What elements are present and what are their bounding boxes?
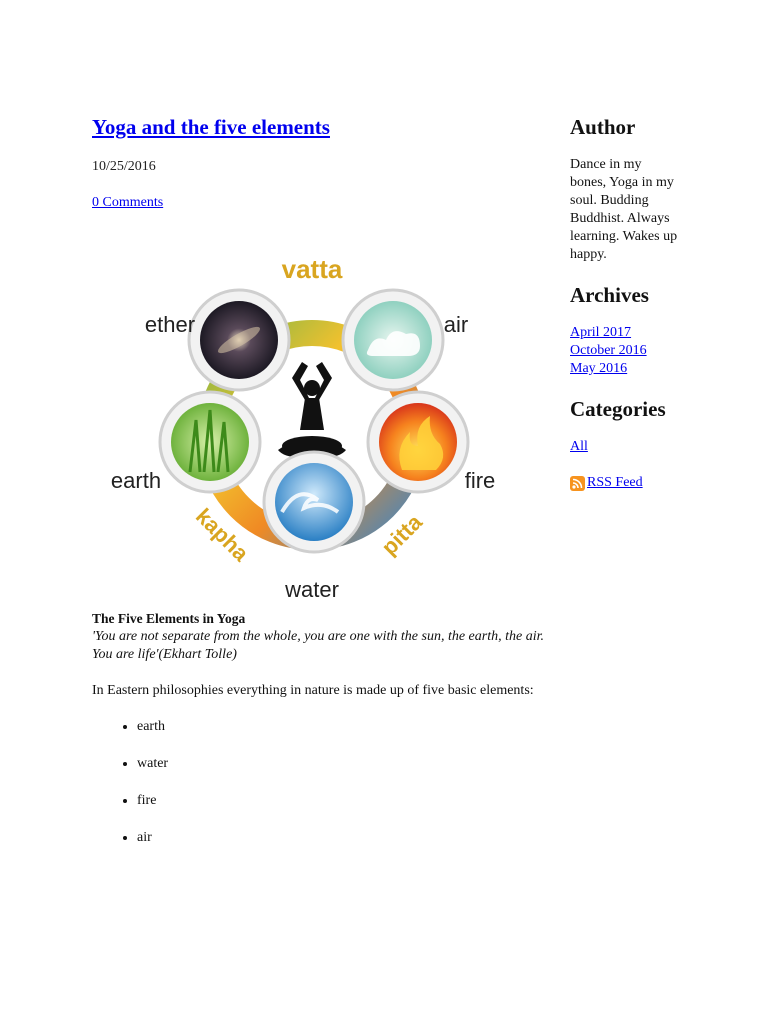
elements-list xyxy=(92,718,562,847)
ether-element-icon xyxy=(189,290,289,390)
post-title-link[interactable]: Yoga and the five elements xyxy=(92,115,330,139)
pitta-label: pitta xyxy=(376,509,427,560)
quote-line-1: 'You are not separate from the whole, you are one with the sun, the earth, the air. xyxy=(92,629,544,644)
ether-label: ether xyxy=(144,312,196,337)
archive-link-october-2016[interactable]: October 2016 xyxy=(570,343,647,358)
list-item: • air xyxy=(137,829,562,847)
rss-feed-link[interactable]: RSS Feed xyxy=(587,475,643,490)
water-label: water xyxy=(285,577,339,602)
category-link-all[interactable]: All xyxy=(570,439,588,454)
post-main xyxy=(92,112,562,866)
categories-list xyxy=(570,438,680,456)
post-title xyxy=(92,112,562,142)
fire-label: fire xyxy=(464,468,496,493)
archives-heading: Archives xyxy=(570,283,649,307)
fire-element-icon xyxy=(368,392,468,492)
rss-icon[interactable] xyxy=(570,476,585,491)
archive-link-april-2017[interactable]: April 2017 xyxy=(570,325,632,340)
earth-label: earth xyxy=(110,468,162,493)
meditation-figure-icon xyxy=(278,362,346,457)
vatta-label: vatta xyxy=(281,254,343,284)
list-item: • water xyxy=(137,755,562,773)
author-heading: Author xyxy=(570,115,636,139)
earth-element-icon xyxy=(160,392,260,492)
five-elements-figure xyxy=(102,250,542,610)
comments-link[interactable]: 0 Comments xyxy=(92,195,164,210)
air-label: air xyxy=(443,312,469,337)
sidebar xyxy=(570,112,680,492)
five-elements-diagram xyxy=(102,250,542,610)
list-item: • fire xyxy=(137,792,562,810)
air-element-icon xyxy=(343,290,443,390)
water-element-icon xyxy=(264,452,364,552)
categories-heading: Categories xyxy=(570,397,666,421)
section-subheading: The Five Elements in Yoga xyxy=(92,611,246,626)
author-bio: Dance in my bones, Yoga in my soul. Budding Buddhist. Always learning. Wakes up happy. xyxy=(570,157,678,262)
archive-link-may-2016[interactable]: May 2016 xyxy=(570,361,628,376)
post-date: 10/25/2016 xyxy=(92,159,156,174)
list-item: • earth xyxy=(137,718,562,736)
rss-feed xyxy=(570,474,680,492)
quote-line-2: You are life'(Ekhart Tolle) xyxy=(92,647,237,662)
archives-list xyxy=(570,324,680,378)
intro-paragraph: In Eastern philosophies everything in nature is made up of five basic elements: xyxy=(92,683,534,698)
kapha-label: kapha xyxy=(190,503,254,567)
